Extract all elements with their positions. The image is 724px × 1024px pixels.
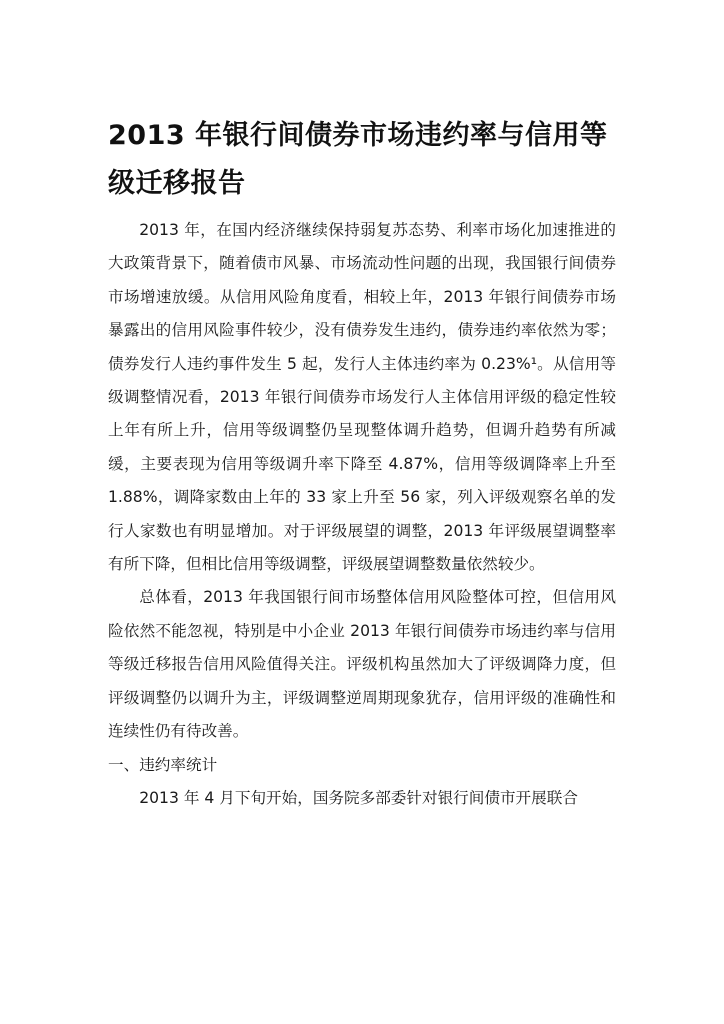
document-body bbox=[108, 214, 616, 815]
paragraph-default-rate: 2013 年 4 月下旬开始，国务院多部委针对银行间债市开展联合 bbox=[139, 788, 578, 807]
paragraph-intro: 2013 年，在国内经济继续保持弱复苏态势、利率市场化加速推进的大政策背景下，随着债市风暴、市场流动性问题的出现，我国银行间债券市场增速放缓。从信用风险角度看，相较上年，2013 年银行间债券市场暴露出的信用风险事件较少，没有债券发生违约，债券违约率依然为零；债券发行人违约事件发生 5 起，发行人主体违约率为 0.23%¹。从信用等级调整情况看，2013 年银行间债券市场发行人主体信用评级的稳定性较上年有所上升，信用等级调整仍呈现整体调升趋势，但调升趋势有所减缓，主要表现为信用等级调升率下降至 4.87%，信用等级调降率上升至 1.88%，调降家数由上年的 33 家上升至 56 家，列入评级观察名单的发行人家数也有明显增加。对于评级展望的调整，2013 年评级展望调整率有所下降，但相比信用等级调整，评级展望调整数量依然较少。 bbox=[108, 221, 616, 574]
page-title: 2013 年银行间债券市场违约率与信用等级迁移报告 bbox=[108, 120, 608, 199]
paragraph-summary: 总体看，2013 年我国银行间市场整体信用风险整体可控，但信用风险依然不能忽视，特别是中小企业 2013 年银行间债券市场违约率与信用等级迁移报告信用风险值得关注。评级机构虽然加大了评级调降力度，但评级调整仍以调升为主，评级调整逆周期现象犹存，信用评级的准确性和连续性仍有待改善。 bbox=[108, 588, 616, 741]
section-heading-default-rate: 一、违约率统计 bbox=[108, 755, 218, 774]
